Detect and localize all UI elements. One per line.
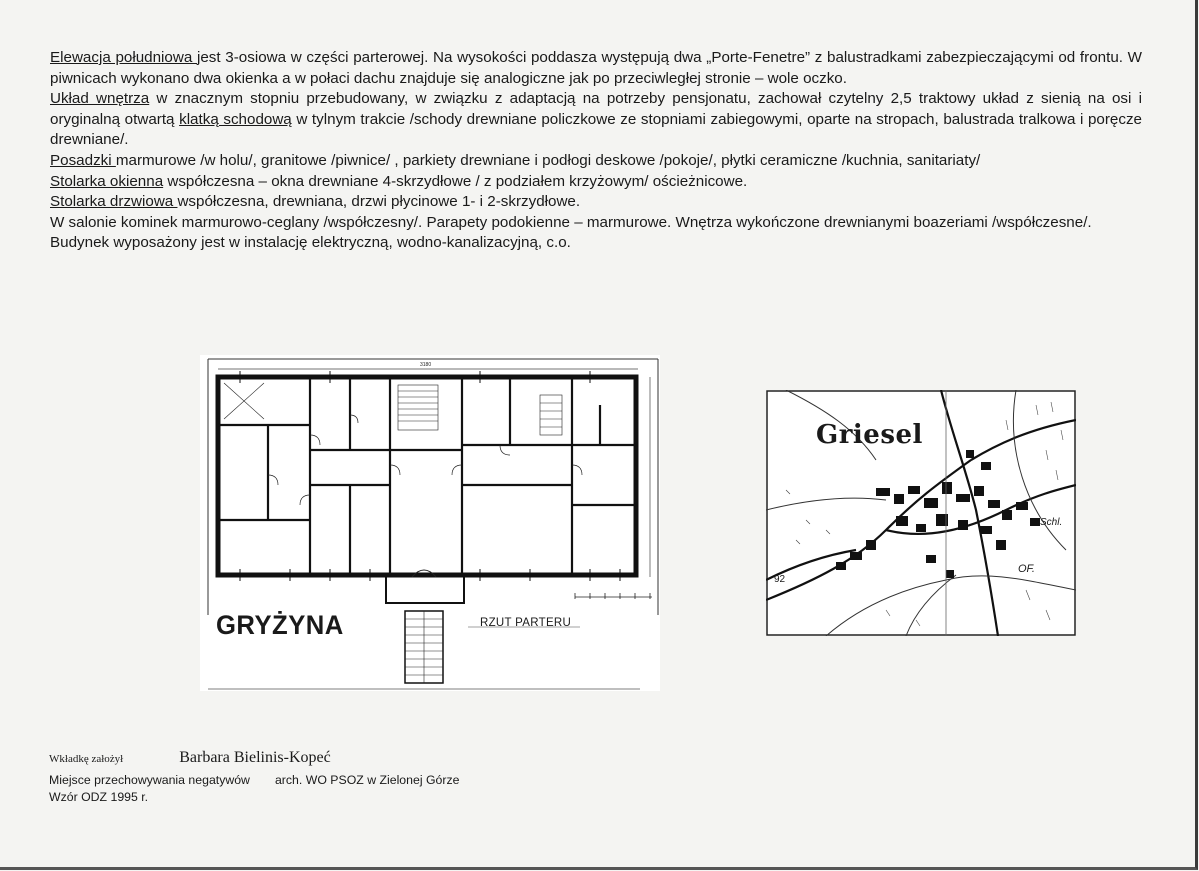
- paragraph-salon: W salonie kominek marmurowo-ceglany /współczesny/. Parapety podokienne – marmurowe. Wnętrza wykończone drewnianymi boazeriami /współczesne/.: [50, 213, 1092, 231]
- footer: [49, 750, 459, 805]
- description-text: [50, 48, 1142, 254]
- paragraph-installations: Budynek wyposażony jest w instalację elektryczną, wodno-kanalizacyjną, c.o.: [50, 234, 571, 252]
- heading-south-elevation: Elewacja południowa: [50, 49, 197, 66]
- map-label-schl: Schl.: [1040, 517, 1063, 528]
- paragraph-south-elevation: Elewacja południowa jest 3-osiowa w części parterowej. Na wysokości poddasza występują dwa „Porte-Fenetre” z balustradkami zabezpieczającymi od frontu. W piwnicach wykonano dwa okienka a w połaci dachu znajduje się analogiczne jak po przeciwległej stronie – wole oczko.: [50, 49, 1142, 87]
- plan-title: GRYŻYNA: [216, 610, 344, 640]
- heading-floors: Posadzki: [50, 151, 116, 169]
- map-place-name: Griesel: [816, 420, 923, 450]
- map-label-92: 92: [774, 574, 786, 585]
- author-name: Barbara Bielinis-Kopeć: [179, 749, 331, 766]
- heading-interior-layout: Układ wnętrza: [50, 90, 150, 108]
- footer-storage-row: [49, 772, 459, 789]
- map-label-of: OF.: [1018, 563, 1035, 575]
- heading-windows: Stolarka okienna: [50, 172, 164, 190]
- footer-template: Wzór ODZ 1995 r.: [49, 789, 149, 804]
- heading-doors: Stolarka drzwiowa: [50, 193, 178, 211]
- dimension-top-label: 3180: [420, 362, 432, 368]
- paragraph-floors: Posadzki marmurowe /w holu/, granitowe /piwnice/ , parkiety drewniane i podłogi deskowe /pokoje/, płytki ceramiczne /kuchnia, sanitariaty/: [50, 151, 981, 169]
- storage-value: arch. WO PSOZ w Zielonej Górze: [274, 773, 460, 787]
- storage-label: Miejsce przechowywania negatywów: [49, 773, 250, 787]
- author-label: Wkładkę założył: [49, 753, 124, 765]
- paragraph-doors: Stolarka drzwiowa współczesna, drewniana, drzwi płycinowe 1- i 2-skrzydłowe.: [50, 193, 581, 211]
- footer-author-row: [49, 750, 459, 772]
- paragraph-interior-layout: Układ wnętrza w znacznym stopniu przebudowany, w związku z adaptacją na potrzeby pensjonatu, zachował czytelny 2,5 traktowy układ z sienią na osi i oryginalną otwartą klatką schodową w tylnym trakcie /schody drewniane policzkowe ze stopniami zabiegowymi, oparte na stropach, balustrada tralkowa i poręcze drewniane/.: [50, 90, 1142, 149]
- plan-subtitle: RZUT PARTERU: [480, 617, 572, 629]
- paragraph-windows: Stolarka okienna współczesna – okna drewniane 4-skrzydłowe / z podziałem krzyżowym/ ościeżnicowe.: [50, 172, 748, 190]
- staircase-term: klatką schodową: [179, 110, 292, 128]
